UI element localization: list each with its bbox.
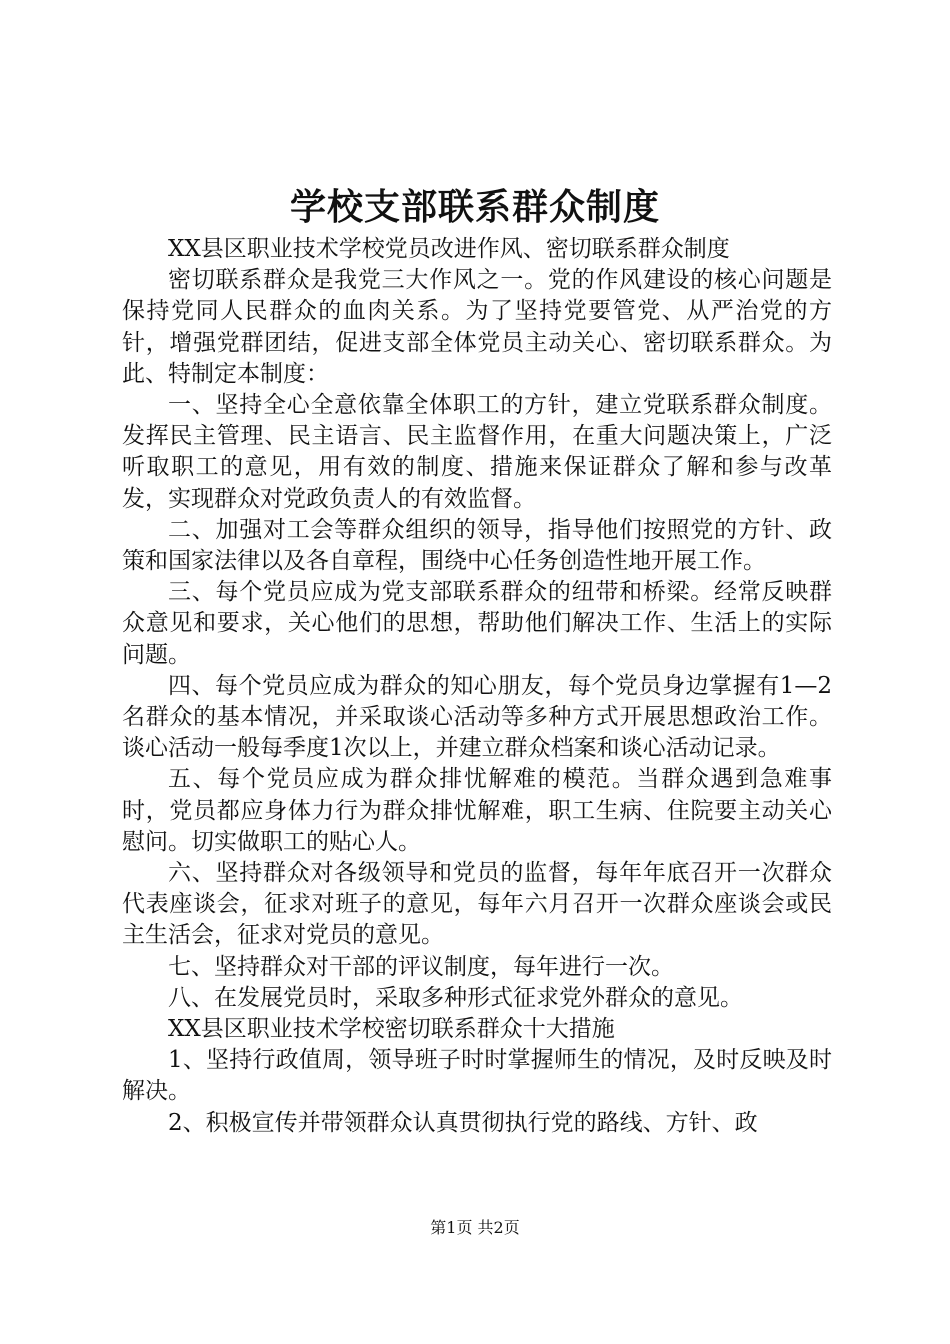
paragraph-12: 1、坚持行政值周，领导班子时时掌握师生的情况，及时反映及时解决。 xyxy=(122,1047,832,1105)
paragraph-9: 七、坚持群众对干部的评议制度，每年进行一次。 xyxy=(168,953,674,980)
page-number-footer: 第1页 共2页 xyxy=(430,1218,520,1237)
paragraph-3: 一、坚持全心全意依靠全体职工的方针，建立党联系群众制度。发挥民主管理、民主语言、民主监督作用，在重大问题决策上，广泛听取职工的意见，用有效的制度、措施来保证群众了解和参与改革发，实现群众对党政负责人的有效监督。 xyxy=(122,392,832,512)
document-title: 学校支部联系群众制度 xyxy=(289,186,660,228)
paragraph-2: 密切联系群众是我党三大作风之一。党的作风建设的核心问题是保持党同人民群众的血肉关系。为了坚持党要管党、从严治党的方针，增强党群团结，促进支部全体党员主动关心、密切联系群众。为此、特制定本制度： xyxy=(122,267,832,387)
document-body xyxy=(122,234,832,1139)
paragraph-8: 六、坚持群众对各级领导和党员的监督，每年年底召开一次群众代表座谈会，征求对班子的意见，每年六月召开一次群众座谈会或民主生活会，征求对党员的意见。 xyxy=(122,860,832,949)
paragraph-1: XX县区职业技术学校党员改进作风、密切联系群众制度 xyxy=(168,236,730,262)
paragraph-4: 二、加强对工会等群众组织的领导，指导他们按照党的方针、政策和国家法律以及各自章程，围绕中心任务创造性地开展工作。 xyxy=(122,516,832,575)
paragraph-11: XX县区职业技术学校密切联系群众十大措施 xyxy=(168,1016,615,1043)
paragraph-7: 五、每个党员应成为群众排忧解难的模范。当群众遇到急难事时，党员都应身体力行为群众排忧解难，职工生病、住院要主动关心慰问。切实做职工的贴心人。 xyxy=(122,766,832,855)
paragraph-13: 2、积极宣传并带领群众认真贯彻执行党的路线、方针、政 xyxy=(168,1109,758,1136)
paragraph-6: 四、每个党员应成为群众的知心朋友，每个党员身边掌握有1—2名群众的基本情况，并采取谈心活动等多种方式开展思想政治工作。谈心活动一般每季度1次以上，并建立群众档案和谈心活动记录。 xyxy=(122,672,832,762)
paragraph-10: 八、在发展党员时，采取多种形式征求党外群众的意见。 xyxy=(168,984,743,1011)
paragraph-5: 三、每个党员应成为党支部联系群众的纽带和桥梁。经常反映群众意见和要求，关心他们的思想，帮助他们解决工作、生活上的实际问题。 xyxy=(122,579,832,668)
